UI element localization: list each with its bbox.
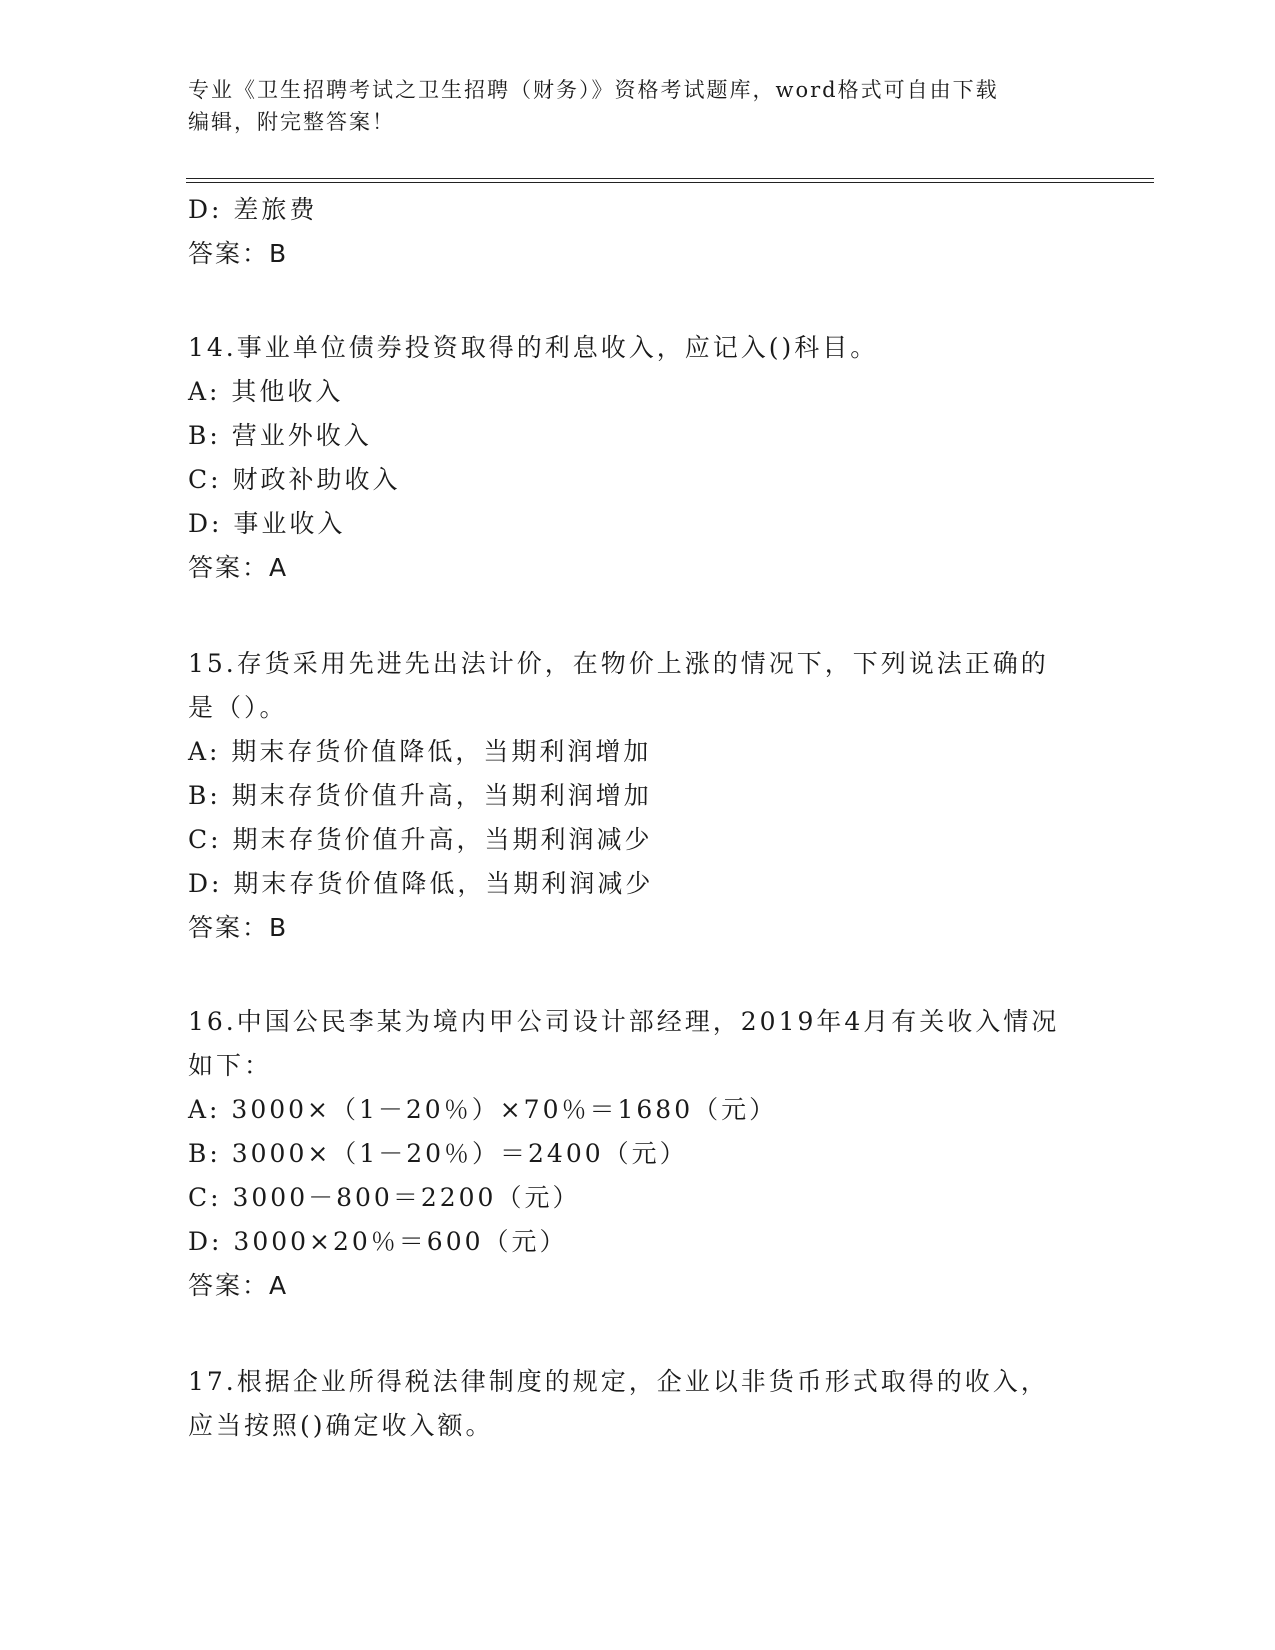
q15-option-a: A: 期末存货价值降低，当期利润增加	[188, 737, 652, 766]
q14-answer: 答案：A	[188, 553, 289, 582]
q16-option-d: D: 3000×20％＝600（元）	[188, 1227, 568, 1256]
q16-stem-line-2: 如下：	[188, 1051, 273, 1080]
q15-stem-line-1: 15.存货采用先进先出法计价，在物价上涨的情况下，下列说法正确的	[188, 649, 1049, 678]
q16-option-a: A: 3000×（1－20％）×70％＝1680（元）	[188, 1095, 778, 1124]
q16-answer: 答案：A	[188, 1271, 289, 1300]
q14-option-a: A: 其他收入	[188, 377, 344, 406]
q17-stem-line-2: 应当按照()确定收入额。	[188, 1411, 494, 1440]
q13-option-d: D: 差旅费	[188, 195, 318, 224]
q17-stem-line-1: 17.根据企业所得税法律制度的规定，企业以非货币形式取得的收入，	[188, 1367, 1049, 1396]
q15-option-d: D: 期末存货价值降低，当期利润减少	[188, 869, 654, 898]
q14-option-d: D: 事业收入	[188, 509, 346, 538]
q13-answer: 答案：B	[188, 239, 289, 268]
q15-option-c: C: 期末存货价值升高，当期利润减少	[188, 825, 653, 854]
q15-stem-line-2: 是（）。	[188, 693, 288, 722]
q14-stem: 14.事业单位债券投资取得的利息收入，应记入()科目。	[188, 333, 879, 362]
q16-stem-line-1: 16.中国公民李某为境内甲公司设计部经理，2019年4月有关收入情况	[188, 1007, 1060, 1036]
q16-option-c: C: 3000－800＝2200（元）	[188, 1183, 581, 1212]
q15-option-b: B: 期末存货价值升高，当期利润增加	[188, 781, 652, 810]
header-double-rule	[186, 178, 1154, 183]
q16-option-b: B: 3000×（1－20％）＝2400（元）	[188, 1139, 688, 1168]
q14-option-c: C: 财政补助收入	[188, 465, 401, 494]
q15-answer: 答案：B	[188, 913, 289, 942]
q14-option-b: B: 营业外收入	[188, 421, 372, 450]
header-line-2: 编辑，附完整答案！	[188, 110, 395, 134]
header-line-1: 专业《卫生招聘考试之卫生招聘（财务）》资格考试题库，word格式可自由下载	[188, 78, 999, 102]
page-header	[188, 74, 1088, 138]
